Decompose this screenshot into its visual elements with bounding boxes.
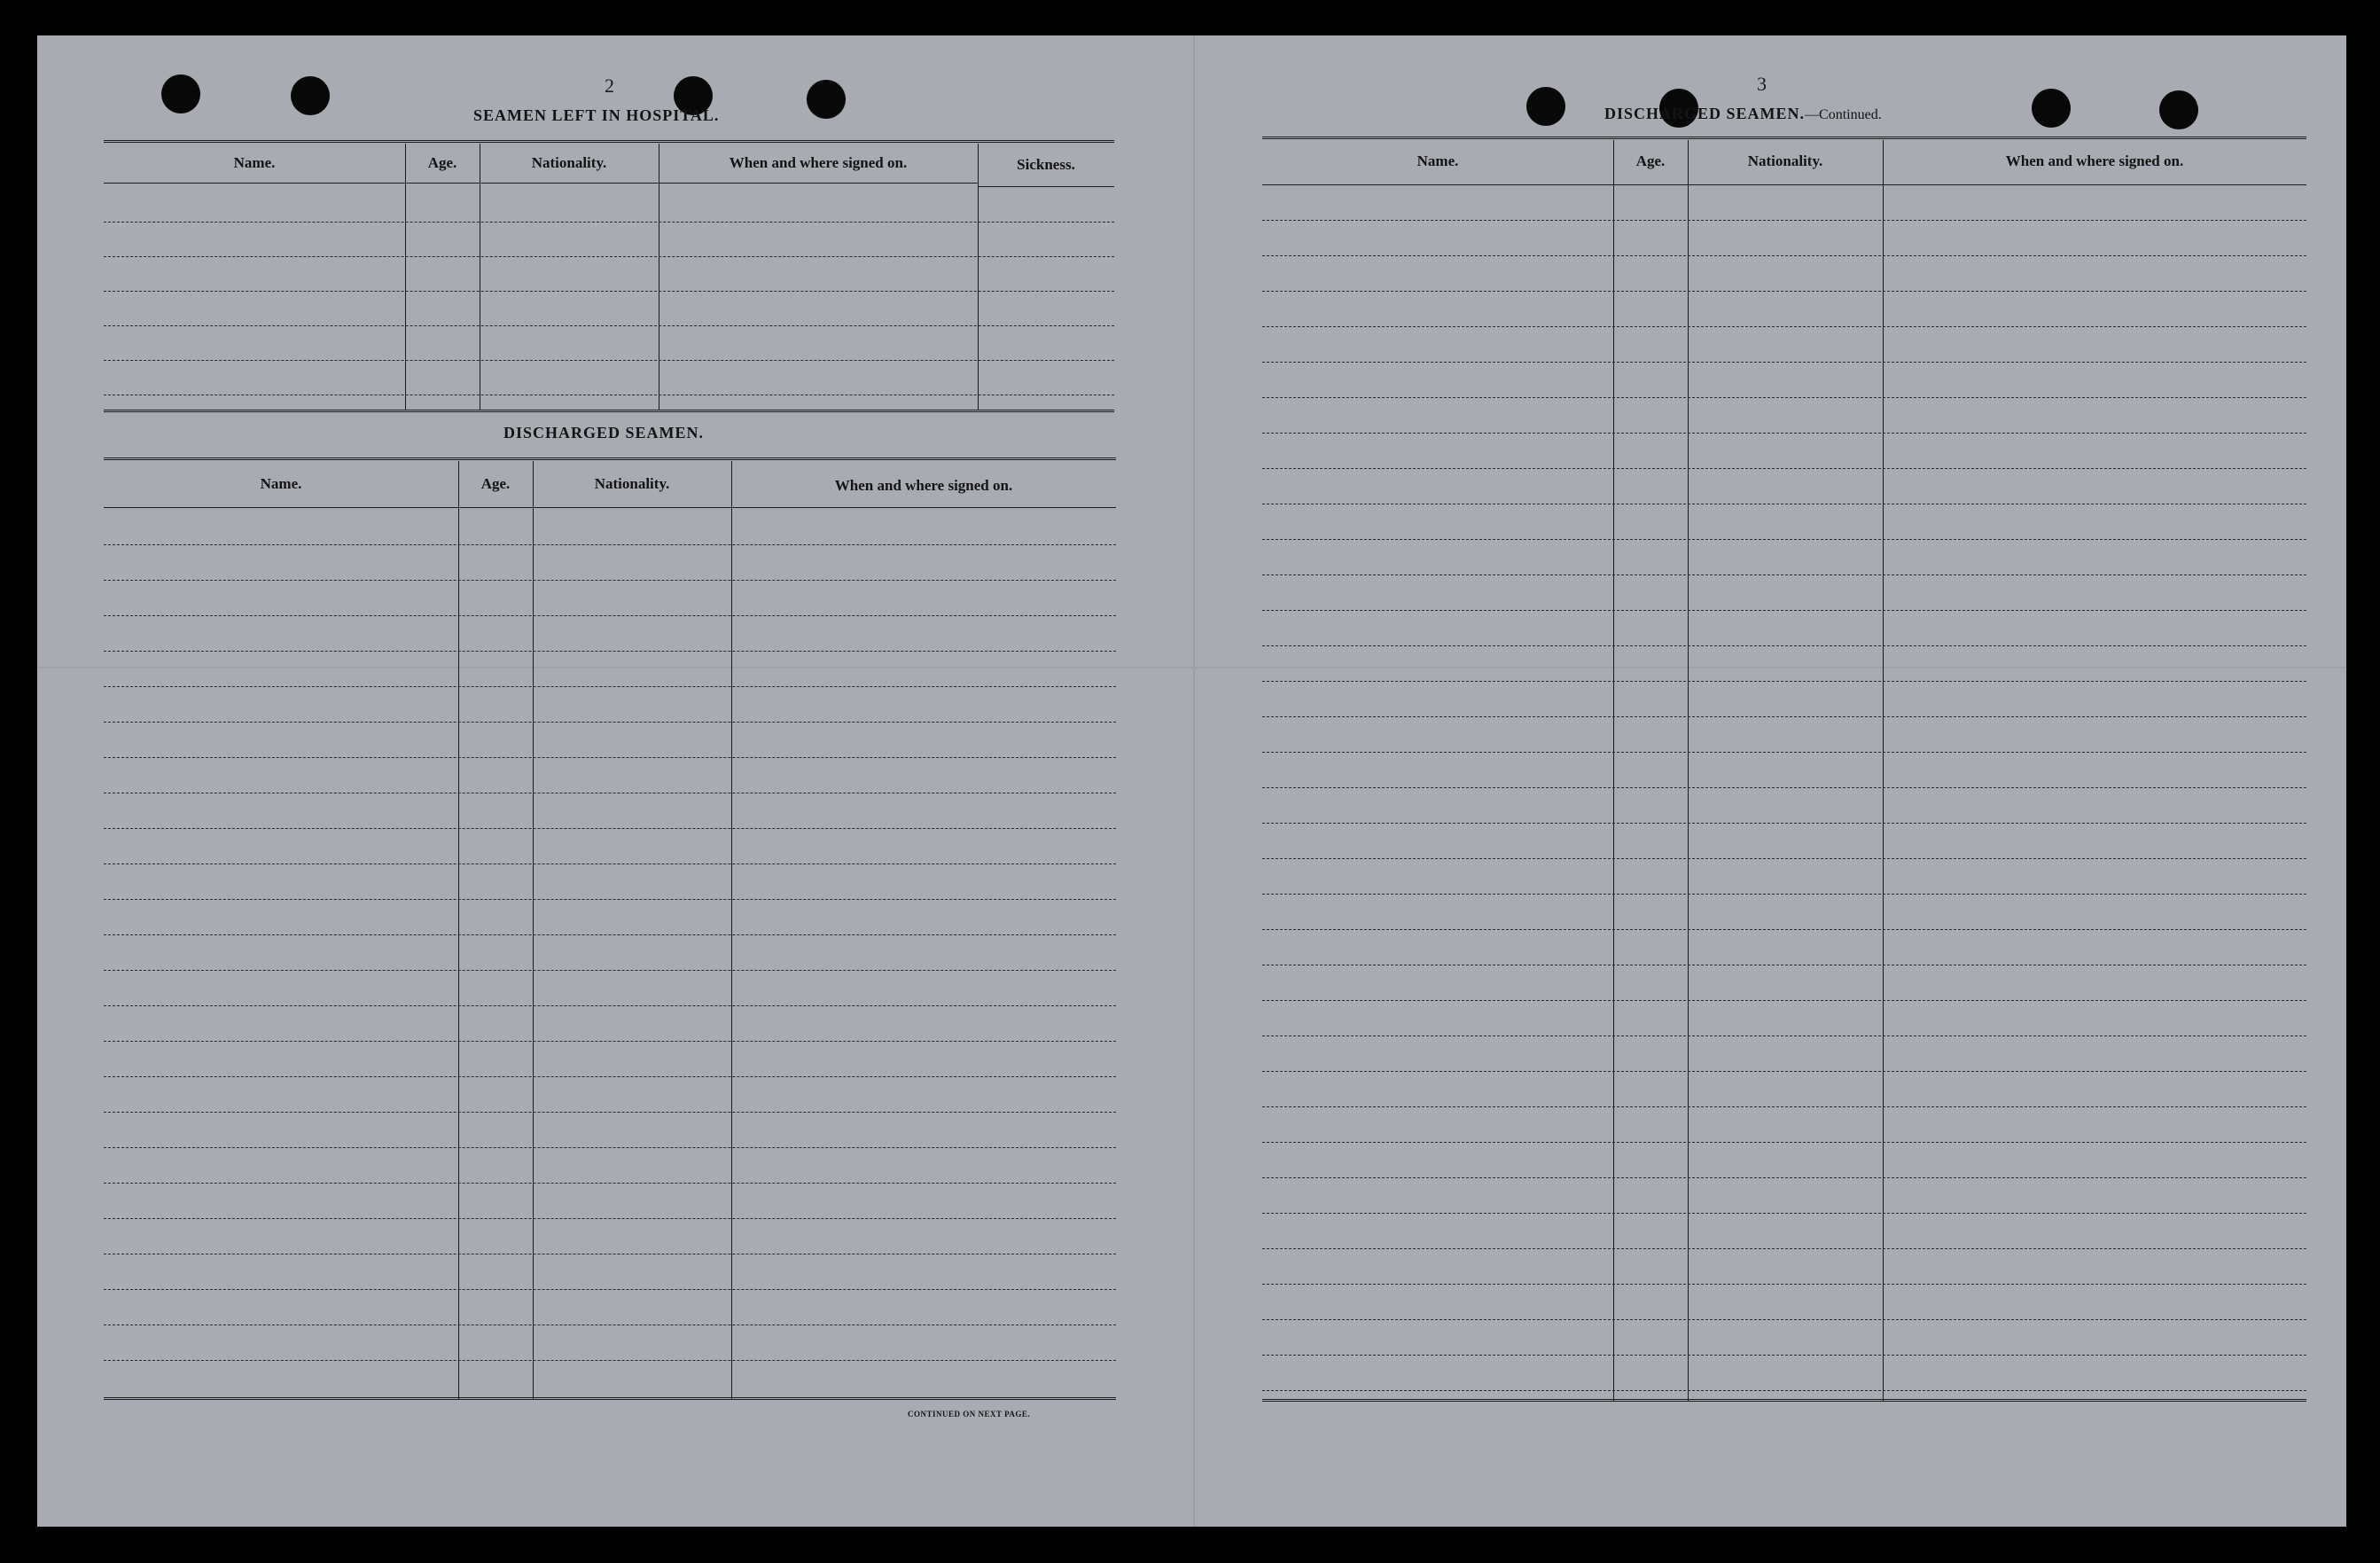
table-bottom-rule — [104, 1397, 1116, 1400]
punch-hole — [2032, 89, 2071, 128]
entry-line — [1262, 1390, 2306, 1391]
entry-line — [1262, 787, 2306, 788]
entry-line — [104, 256, 1114, 257]
hospital-table — [104, 140, 1114, 415]
entry-line — [104, 757, 1116, 758]
entry-line — [104, 934, 1116, 935]
table-top-rule — [104, 140, 1114, 143]
header-rule — [1262, 184, 2306, 185]
page-number-left: 2 — [605, 74, 614, 97]
punch-hole — [291, 76, 330, 115]
entry-line — [104, 1289, 1116, 1290]
header-rule — [978, 186, 1114, 187]
entry-line — [104, 1005, 1116, 1006]
discharged-section-title: DISCHARGED SEAMEN. — [503, 424, 705, 442]
entry-line — [1262, 468, 2306, 469]
column-header-signed-on: When and where signed on. — [729, 154, 908, 171]
entry-line — [104, 544, 1116, 545]
column-header-sickness: Sickness. — [1017, 156, 1075, 173]
entry-line — [1262, 681, 2306, 682]
table-top-rule — [1262, 137, 2306, 139]
table-bottom-rule — [1262, 1399, 2306, 1402]
entry-line — [1262, 1000, 2306, 1001]
entry-line — [1262, 1248, 2306, 1249]
column-divider — [1613, 140, 1614, 1401]
entry-line — [104, 899, 1116, 900]
column-divider — [458, 461, 459, 1399]
continued-suffix: —Continued. — [1805, 107, 1882, 122]
table-bottom-rule — [104, 410, 1114, 412]
entry-line — [1262, 1106, 2306, 1107]
entry-line — [1262, 1284, 2306, 1285]
column-header-name: Name. — [260, 475, 302, 492]
entry-line — [1262, 1142, 2306, 1143]
column-header-name: Name. — [233, 154, 276, 171]
entry-line — [1262, 220, 2306, 221]
column-divider — [731, 461, 732, 1399]
entry-line — [104, 1183, 1116, 1184]
hospital-section-title: SEAMEN LEFT IN HOSPITAL. — [473, 106, 720, 124]
center-fold — [1193, 35, 1195, 1527]
page-number-right: 3 — [1757, 73, 1767, 95]
discharged-continued-title — [1604, 105, 1882, 123]
entry-line — [1262, 929, 2306, 930]
entry-line — [104, 1360, 1116, 1361]
entry-line — [1262, 433, 2306, 434]
entry-line — [104, 615, 1116, 616]
entry-line — [104, 1076, 1116, 1077]
entry-line — [104, 1147, 1116, 1148]
column-divider — [1883, 140, 1884, 1401]
punch-hole — [2159, 90, 2198, 129]
column-header-name: Name. — [1416, 152, 1459, 169]
column-header-age: Age. — [1635, 152, 1666, 169]
entry-line — [104, 291, 1114, 292]
entry-line — [104, 686, 1116, 687]
continued-note: CONTINUED ON NEXT PAGE. — [908, 1410, 1031, 1418]
entry-line — [1262, 1177, 2306, 1178]
column-header-nationality: Nationality. — [1747, 152, 1823, 169]
entry-line — [1262, 752, 2306, 753]
entry-line — [104, 1041, 1116, 1042]
entry-line — [1262, 894, 2306, 895]
entry-line — [104, 1112, 1116, 1113]
entry-line — [1262, 539, 2306, 540]
entry-line — [104, 651, 1116, 652]
entry-line — [1262, 362, 2306, 363]
entry-line — [104, 360, 1114, 361]
entry-line — [1262, 610, 2306, 611]
entry-line — [1262, 1213, 2306, 1214]
column-header-signed-on: When and where signed on. — [834, 477, 1013, 494]
entry-line — [1262, 716, 2306, 717]
header-rule — [104, 183, 978, 184]
entry-line — [104, 970, 1116, 971]
column-header-nationality: Nationality. — [594, 475, 670, 492]
entry-line — [1262, 1355, 2306, 1356]
entry-line — [104, 580, 1116, 581]
entry-line — [1262, 1071, 2306, 1072]
entry-line — [104, 828, 1116, 829]
discharged-table — [104, 457, 1116, 1406]
entry-line — [104, 325, 1114, 326]
entry-line — [1262, 858, 2306, 859]
entry-line — [104, 722, 1116, 723]
header-rule — [104, 507, 1116, 508]
entry-line — [1262, 397, 2306, 398]
entry-line — [1262, 1035, 2306, 1036]
entry-line — [1262, 645, 2306, 646]
column-header-signed-on: When and where signed on. — [2005, 152, 2184, 169]
discharged-continued-title-text: DISCHARGED SEAMEN. — [1604, 105, 1806, 122]
column-divider — [405, 144, 406, 410]
entry-line — [1262, 574, 2306, 575]
entry-line — [104, 222, 1114, 223]
punch-hole — [1526, 87, 1565, 126]
column-header-age: Age. — [427, 154, 457, 171]
entry-line — [104, 1218, 1116, 1219]
column-divider — [978, 144, 979, 410]
entry-line — [1262, 255, 2306, 256]
entry-line — [1262, 291, 2306, 292]
entry-line — [1262, 823, 2306, 824]
table-top-rule — [104, 457, 1116, 460]
discharged-continued-table — [1262, 137, 2306, 1406]
punch-hole — [807, 80, 846, 119]
form-sheet — [37, 35, 2346, 1527]
entry-line — [1262, 1319, 2306, 1320]
column-divider — [533, 461, 534, 1399]
column-header-age: Age. — [480, 475, 511, 492]
entry-line — [1262, 326, 2306, 327]
column-divider — [1688, 140, 1689, 1401]
punch-hole — [161, 74, 200, 113]
column-header-nationality: Nationality. — [531, 154, 607, 171]
